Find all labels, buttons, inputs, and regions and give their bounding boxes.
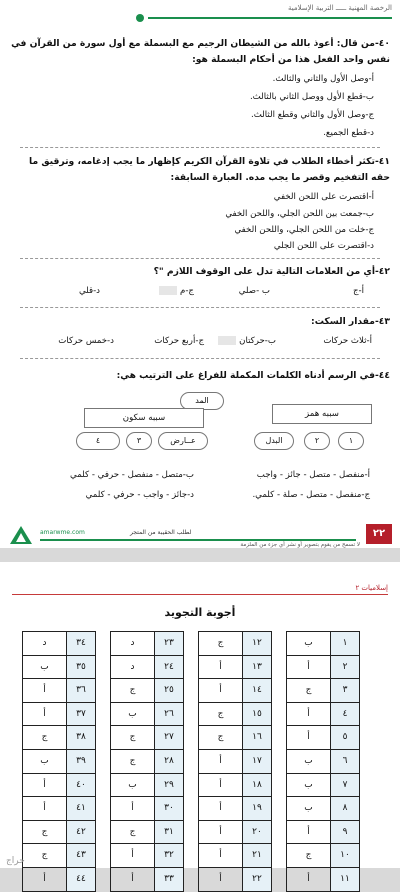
question-number-cell: ٦ xyxy=(330,750,360,774)
question-40: ٤٠-من قال: أعوذ بالله من الشيطان الرجيم مع البسملة مع أول سورة من القرآن في نفس واحد الفعل هذا من أحكام البسملة هو: xyxy=(11,38,390,65)
footer-copyright-note: لا تسمح من يقوم بتصوير أو نشر أي جزء من الملزمة xyxy=(240,542,360,548)
question-number-cell: ١٩ xyxy=(242,797,272,821)
question-number-cell: ٢٣ xyxy=(154,632,184,656)
q41-option-d: د-اقتصرت على اللحن الجلي xyxy=(273,241,374,251)
question-42: ٤٢-أي من العلامات التالية تدل على الوقوف اللازم "؟ xyxy=(153,266,390,277)
answer-cell: أ xyxy=(22,703,66,727)
question-number-cell: ٣٣ xyxy=(154,868,184,892)
question-number-cell: ٣٤ xyxy=(66,632,96,656)
diagram-box-hamz: سببه همز xyxy=(272,404,372,424)
question-number-cell: ٣٠ xyxy=(154,797,184,821)
answer-cell: ب xyxy=(110,703,154,727)
question-number-cell: ١٢ xyxy=(242,632,272,656)
q41-option-a: أ-اقتصرت على اللحن الخفي xyxy=(273,192,374,202)
question-number-cell: ٤١ xyxy=(66,797,96,821)
highlight-mark xyxy=(159,286,177,295)
question-44: ٤٤-في الرسم أدناه الكلمات المكملة للفراغ على الترتيب هي: xyxy=(116,370,390,381)
question-number-cell: ١٣ xyxy=(242,656,272,680)
question-number-cell: ٤٤ xyxy=(66,868,96,892)
question-number-cell: ١٦ xyxy=(242,726,272,750)
question-number-cell: ٤٣ xyxy=(66,844,96,868)
question-number-cell: ٤٢ xyxy=(66,821,96,845)
section-line xyxy=(12,594,388,595)
q44-option-c: ج-منفصل - متصل - صلة - كلمي. xyxy=(252,490,370,500)
page-footer xyxy=(0,524,400,548)
diagram-root: المد xyxy=(180,392,224,410)
answer-cell: أ xyxy=(110,844,154,868)
q43-option-b xyxy=(218,336,276,346)
q40-option-d: د-قطع الجميع. xyxy=(323,128,374,138)
answer-cell: ج xyxy=(198,726,242,750)
answer-cell: أ xyxy=(198,774,242,798)
divider xyxy=(20,307,380,308)
question-number-cell: ١٠ xyxy=(330,844,360,868)
answer-cell: ب xyxy=(286,632,330,656)
watermark: حراج xyxy=(6,856,25,866)
answer-cell: ج xyxy=(22,821,66,845)
page-number: ٢٢ xyxy=(366,524,392,544)
question-number-cell: ٢٤ xyxy=(154,656,184,680)
answer-cell: د xyxy=(110,656,154,680)
answer-cell: ج xyxy=(198,632,242,656)
diagram-pill-4: ٤ xyxy=(76,432,120,450)
q43-option-a: أ-ثلاث حركات xyxy=(323,336,372,346)
answer-cell: أ xyxy=(286,868,330,892)
answer-cell: أ xyxy=(198,844,242,868)
q42-option-c xyxy=(159,286,194,296)
q42-option-b: ب -صلي xyxy=(238,286,270,296)
footer-store-note: لطلب الحقيبة من المتجر xyxy=(130,529,192,536)
question-43: ٤٣-مقدار السكت: xyxy=(311,316,390,327)
header-title: الرخصة المهنية ـــــ التربية الإسلامية xyxy=(287,4,392,12)
question-number-cell: ١ xyxy=(330,632,360,656)
question-number-cell: ٢٥ xyxy=(154,679,184,703)
question-number-cell: ٣١ xyxy=(154,821,184,845)
question-number-cell: ٨ xyxy=(330,797,360,821)
answer-cell: أ xyxy=(198,868,242,892)
divider xyxy=(20,358,380,359)
answer-cell: أ xyxy=(286,726,330,750)
divider xyxy=(20,258,380,259)
answer-cell: ب xyxy=(286,774,330,798)
document-page-2 xyxy=(0,562,400,884)
q41-option-c: ج-خلت من اللحن الجلي، واللحن الخفي xyxy=(234,225,374,235)
answer-cell: أ xyxy=(286,703,330,727)
question-number-cell: ١٤ xyxy=(242,679,272,703)
answer-cell: ب xyxy=(286,750,330,774)
section-tag: إسلاميات ٢ xyxy=(355,584,388,592)
divider xyxy=(20,147,380,148)
answer-cell: ب xyxy=(22,656,66,680)
diagram-pill-2: ٢ xyxy=(304,432,330,450)
answer-cell: أ xyxy=(198,821,242,845)
question-number-cell: ١٨ xyxy=(242,774,272,798)
answer-cell: ج xyxy=(286,844,330,868)
question-number-cell: ١٥ xyxy=(242,703,272,727)
page-header xyxy=(8,4,392,24)
q43-option-b-label: ب-حركتان xyxy=(239,336,276,346)
question-number-cell: ٤ xyxy=(330,703,360,727)
header-dot-icon xyxy=(136,14,144,22)
diagram-box-sukun: سببه سكون xyxy=(84,408,204,428)
question-number-cell: ٢٢ xyxy=(242,868,272,892)
question-number-cell: ٢٨ xyxy=(154,750,184,774)
answer-cell: ج xyxy=(22,844,66,868)
answer-cell: ج xyxy=(286,679,330,703)
question-number-cell: ١١ xyxy=(330,868,360,892)
diagram-pill-1: ١ xyxy=(338,432,364,450)
answer-cell: ب xyxy=(286,797,330,821)
answer-cell: أ xyxy=(110,797,154,821)
q40-option-a: أ-وصل الأول والثاني والثالث. xyxy=(272,74,374,84)
q44-option-d: د-جائز - واجب - حرفي - كلمي xyxy=(85,490,194,500)
q43-option-c: ج-أربع حركات xyxy=(154,336,204,346)
answer-cell: أ xyxy=(22,868,66,892)
q41-option-b: ب-جمعت بين اللحن الجلي، واللحن الخفي xyxy=(225,209,374,219)
question-number-cell: ٣٨ xyxy=(66,726,96,750)
q42-option-c-label: ج-م xyxy=(180,286,194,296)
question-number-cell: ٩ xyxy=(330,821,360,845)
answer-cell: أ xyxy=(286,821,330,845)
answer-cell: ج xyxy=(110,821,154,845)
answer-cell: أ xyxy=(198,797,242,821)
question-number-cell: ٣٧ xyxy=(66,703,96,727)
question-number-cell: ٧ xyxy=(330,774,360,798)
answer-cell: ب xyxy=(110,774,154,798)
question-number-cell: ٢١ xyxy=(242,844,272,868)
answer-cell: ج xyxy=(110,750,154,774)
question-number-cell: ٢ xyxy=(330,656,360,680)
q43-option-d: د-خمس حركات xyxy=(58,336,114,346)
answer-cell: د xyxy=(22,632,66,656)
answer-cell: ج xyxy=(22,726,66,750)
answer-cell: أ xyxy=(110,868,154,892)
question-number-cell: ٥ xyxy=(330,726,360,750)
q42-option-a: أ-ج xyxy=(352,286,364,296)
q40-option-c: ج-وصل الأول والثاني وقطع الثالث. xyxy=(250,110,374,120)
answer-cell: ب xyxy=(22,750,66,774)
question-number-cell: ٢٩ xyxy=(154,774,184,798)
question-number-cell: ٢٧ xyxy=(154,726,184,750)
answer-cell: أ xyxy=(286,656,330,680)
answer-cell: أ xyxy=(198,679,242,703)
question-number-cell: ٤٠ xyxy=(66,774,96,798)
diagram-pill-aared: عــارض xyxy=(158,432,208,450)
question-41: ٤١-تكثر أخطاء الطلاب في تلاوة القرآن الكريم كإظهار ما يجب إدغامه، وترقيق ما حقه التفخيم وقصر ما يجب مده. العبارة السابقة: xyxy=(29,156,390,183)
answer-cell: أ xyxy=(22,679,66,703)
q44-option-b: ب-متصل - منفصل - حرفي - كلمي xyxy=(70,470,194,480)
answer-cell: د xyxy=(110,632,154,656)
answer-cell: أ xyxy=(198,656,242,680)
answer-cell: أ xyxy=(22,774,66,798)
page-title: أجوبة التجويد xyxy=(164,606,236,619)
q42-option-d: د-قلي xyxy=(78,286,100,296)
answer-cell: أ xyxy=(22,797,66,821)
q40-option-b: ب-قطع الأول ووصل الثاني بالثالث. xyxy=(249,92,374,102)
header-line xyxy=(148,17,392,19)
question-number-cell: ٣٢ xyxy=(154,844,184,868)
footer-line xyxy=(40,539,356,541)
question-number-cell: ٢٦ xyxy=(154,703,184,727)
answer-cell: ج xyxy=(198,703,242,727)
question-number-cell: ٣ xyxy=(330,679,360,703)
highlight-mark xyxy=(218,336,236,345)
diagram-pill-3: ٣ xyxy=(126,432,152,450)
question-number-cell: ٣٦ xyxy=(66,679,96,703)
question-number-cell: ١٧ xyxy=(242,750,272,774)
publisher-logo-icon xyxy=(8,524,34,546)
answer-cell: ج xyxy=(110,679,154,703)
answer-cell: أ xyxy=(198,750,242,774)
question-number-cell: ٣٥ xyxy=(66,656,96,680)
footer-site: amarwme.com xyxy=(40,529,85,536)
answer-cell: ج xyxy=(110,726,154,750)
diagram-pill-badal: البدل xyxy=(254,432,294,450)
question-number-cell: ٣٩ xyxy=(66,750,96,774)
question-number-cell: ٢٠ xyxy=(242,821,272,845)
q44-option-a: أ-منفصل - متصل - جائز - واجب xyxy=(256,470,370,480)
